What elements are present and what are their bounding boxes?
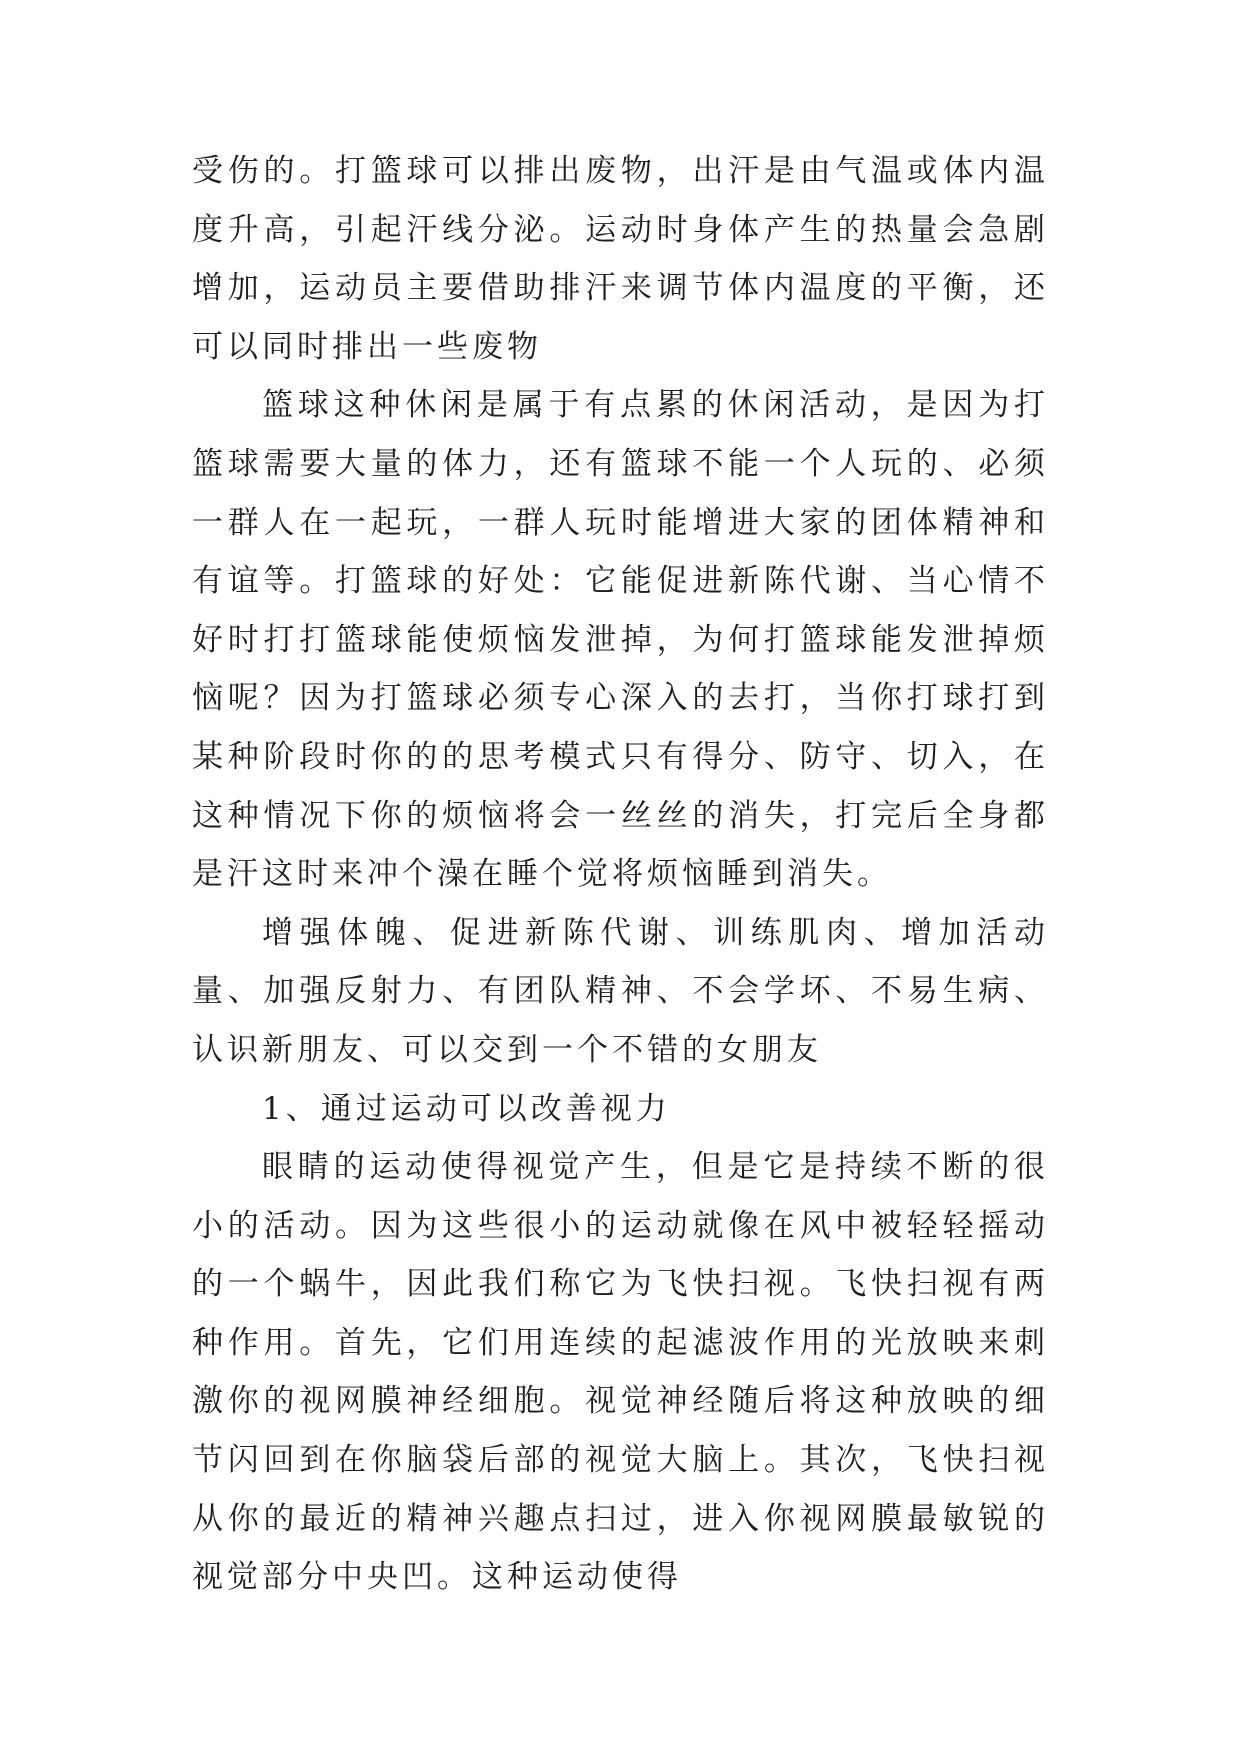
paragraph-basketball-leisure: 篮球这种休闲是属于有点累的休闲活动，是因为打篮球需要大量的体力，还有篮球不能一个人玩的、必须一群人在一起玩，一群人玩时能增进大家的团体精神和有谊等。打篮球的好处：它能促进新陈代谢、当心情不好时打打篮球能使烦恼发泄掉，为何打篮球能发泄掉烦恼呢？因为打篮球必须专心深入的去打，当你打球打到某种阶段时你的的思考模式只有得分、防守、切入，在这种情况下你的烦恼将会一丝丝的消失，打完后全身都是汗这时来冲个澡在睡个觉将烦恼睡到消失。 xyxy=(192,387,1049,893)
paragraph-benefits-list: 增强体魄、促进新陈代谢、训练肌肉、增加活动量、加强反射力、有团队精神、不会学坏、不易生病、认识新朋友、可以交到一个不错的女朋友 xyxy=(192,914,1049,1068)
paragraph-continuation: 受伤的。打篮球可以排出废物，出汗是由气温或体内温度升高，引起汗线分泌。运动时身体产生的热量会急剧增加，运动员主要借助排汗来调节体内温度的平衡，还可以同时排出一些废物 xyxy=(192,153,1049,365)
section-heading-vision: 1、通过运动可以改善视力 xyxy=(262,1090,671,1127)
paragraph-eye-movement: 眼睛的运动使得视觉产生，但是它是持续不断的很小的活动。因为这些很小的运动就像在风中被轻轻摇动的一个蜗牛，因此我们称它为飞快扫视。飞快扫视有两种作用。首先，它们用连续的起滤波作用的光放映来刺激你的视网膜神经细胞。视觉神经随后将这种放映的细节闪回到在你脑袋后部的视觉大脑上。其次，飞快扫视从你的最近的精神兴趣点扫过，进入你视网膜最敏锐的视觉部分中央凹。这种运动使得 xyxy=(192,1149,1049,1596)
document-body xyxy=(192,142,1049,1607)
